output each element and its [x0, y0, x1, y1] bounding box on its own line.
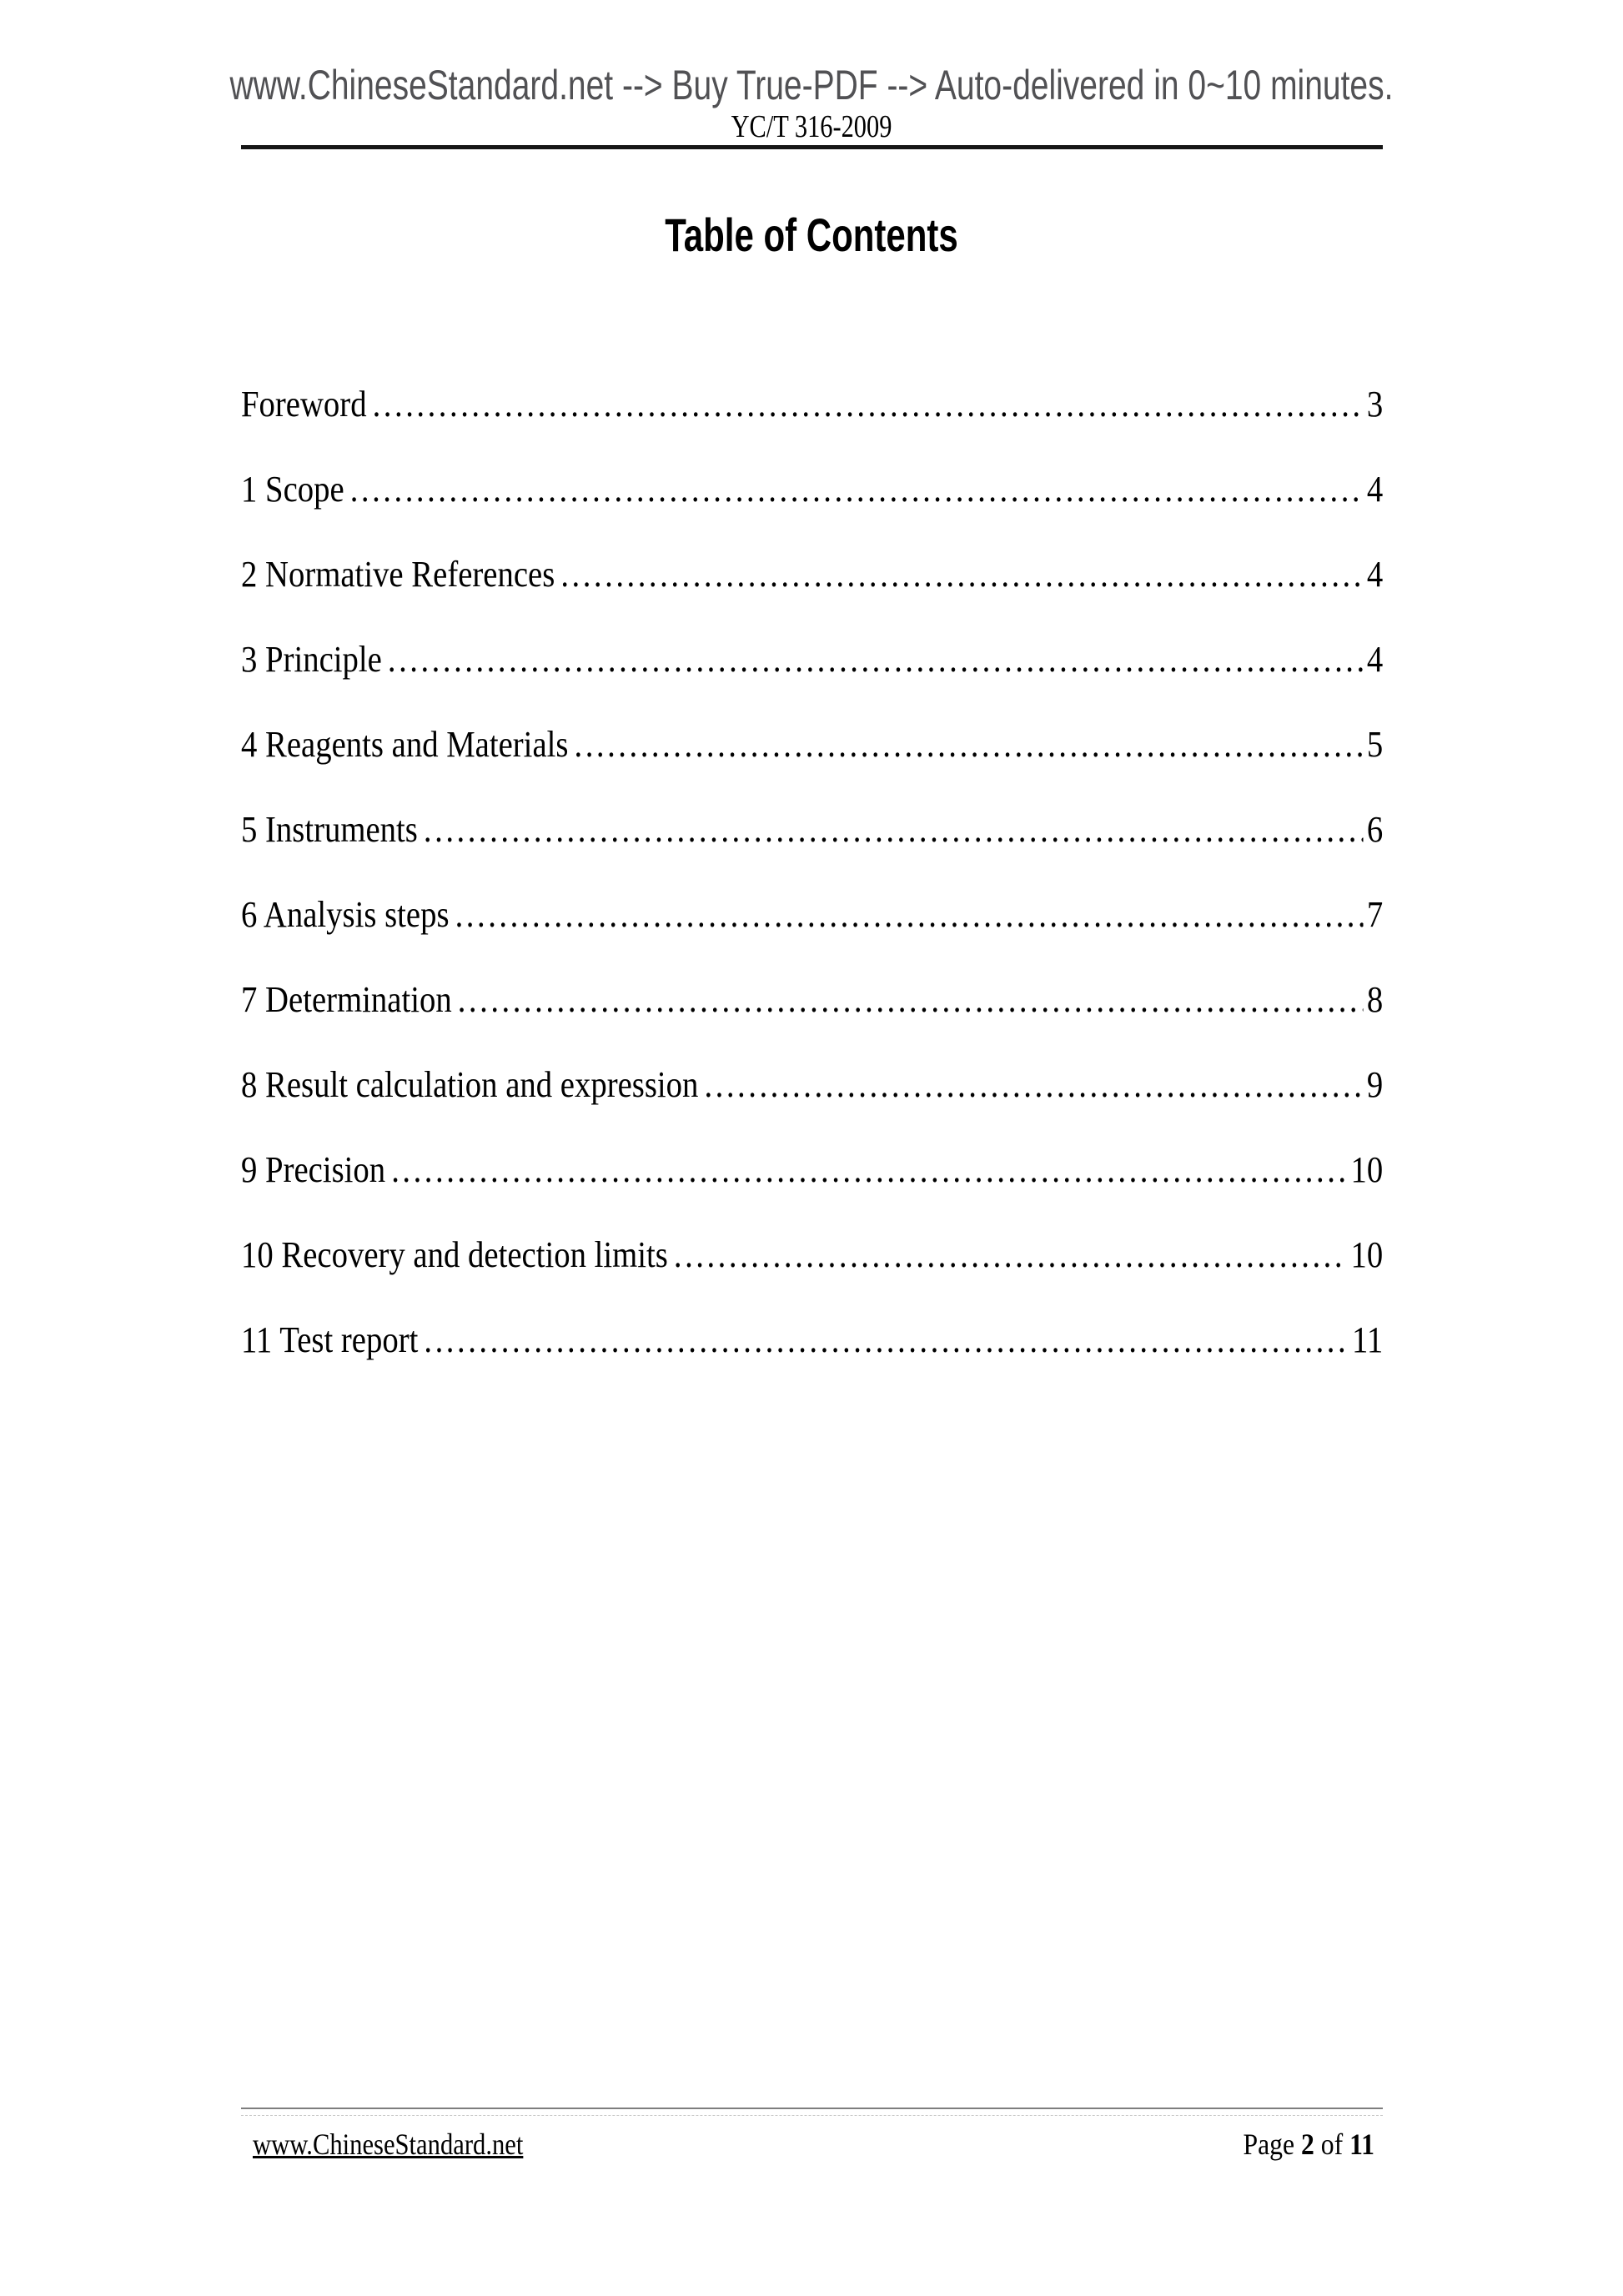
footer-page-of: of — [1320, 2128, 1344, 2161]
toc-dot-leader — [452, 982, 1364, 1018]
toc-entry-label: 4 Reagents and Materials — [241, 724, 569, 765]
toc-entry-label: 1 Scope — [241, 469, 344, 510]
page-title: Table of Contents — [665, 208, 958, 261]
toc-entry — [241, 386, 1383, 423]
toc-entry — [241, 471, 1383, 508]
toc-dot-leader — [698, 1067, 1363, 1103]
toc-dot-leader — [418, 811, 1364, 848]
footer-page-indicator — [1243, 2129, 1374, 2159]
toc-entry-page-number: 6 — [1366, 809, 1384, 850]
toc-entry-label: 10 Recovery and detection limits — [241, 1234, 668, 1275]
toc-dot-leader — [555, 556, 1363, 593]
toc-entry-label: 9 Precision — [241, 1149, 386, 1190]
toc-entry — [241, 1064, 1384, 1105]
header-doc-code: YC/T 316-2009 — [731, 109, 892, 144]
toc-dot-leader — [568, 726, 1363, 763]
footer-page-current: 2 — [1300, 2128, 1314, 2161]
footer-divider — [241, 2108, 1383, 2116]
toc-entry — [241, 894, 1384, 935]
toc-entry-label: 5 Instruments — [241, 809, 418, 850]
toc-dot-leader — [668, 1237, 1347, 1274]
toc-entry — [241, 1319, 1384, 1360]
toc-dot-leader — [450, 897, 1364, 933]
toc-entry — [241, 811, 1383, 848]
toc-dot-leader — [367, 386, 1364, 423]
toc-entry-page-number: 5 — [1366, 724, 1384, 765]
header-divider — [241, 145, 1383, 149]
toc-entry-page-number: 10 — [1350, 1149, 1384, 1190]
toc-entry-page-number: 11 — [1351, 1319, 1384, 1360]
toc-entry-label: 6 Analysis steps — [241, 894, 450, 935]
toc-entry — [241, 1234, 1384, 1275]
toc-entry-label: 11 Test report — [241, 1319, 419, 1360]
toc-entry-page-number: 4 — [1366, 469, 1384, 510]
table-of-contents — [241, 386, 1383, 1407]
toc-entry — [241, 1149, 1384, 1190]
toc-entry-page-number: 3 — [1366, 384, 1384, 425]
toc-entry-page-number: 8 — [1366, 979, 1384, 1020]
toc-dot-leader — [382, 641, 1364, 678]
toc-entry-page-number: 9 — [1366, 1064, 1384, 1105]
toc-entry — [241, 556, 1383, 593]
toc-entry-page-number: 4 — [1366, 554, 1384, 595]
toc-entry — [241, 979, 1384, 1020]
toc-entry-label: 3 Principle — [241, 639, 382, 680]
footer-page-total: 11 — [1349, 2128, 1374, 2161]
header-promo-text: www.ChineseStandard.net --> Buy True-PDF --> Auto-delivered in 0~10 minutes. — [229, 62, 1394, 108]
toc-entry — [241, 726, 1383, 763]
toc-dot-leader — [385, 1152, 1347, 1188]
toc-entry-label: 2 Normative References — [241, 554, 555, 595]
toc-dot-leader — [344, 471, 1364, 508]
footer-site-link[interactable]: www.ChineseStandard.net — [253, 2128, 524, 2161]
toc-entry-page-number: 7 — [1366, 894, 1384, 935]
footer-page-prefix: Page — [1243, 2128, 1295, 2161]
toc-entry-label: Foreword — [241, 384, 367, 425]
toc-entry — [241, 641, 1383, 678]
toc-entry-label: 8 Result calculation and expression — [241, 1064, 699, 1105]
toc-dot-leader — [418, 1322, 1348, 1359]
toc-entry-page-number: 4 — [1366, 639, 1384, 680]
toc-entry-page-number: 10 — [1350, 1234, 1384, 1275]
toc-entry-label: 7 Determination — [241, 979, 452, 1020]
